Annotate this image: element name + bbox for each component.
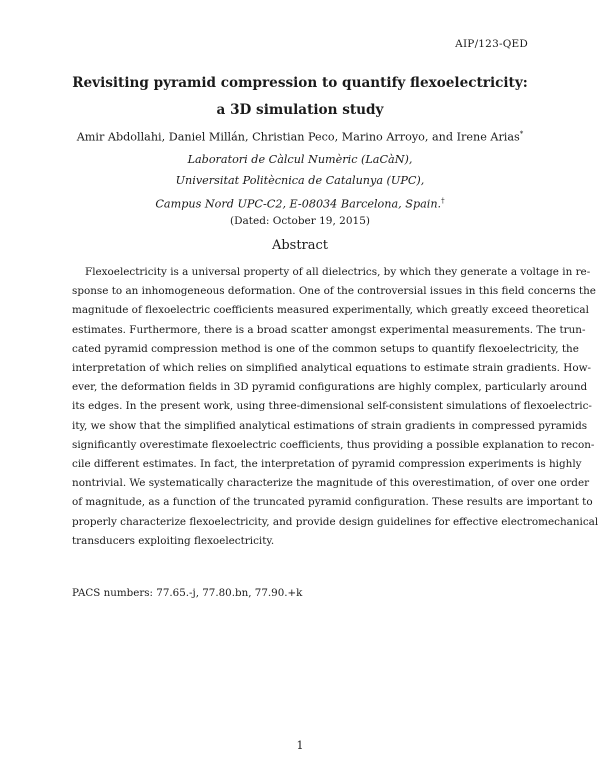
abstract-line: magnitude of flexoelectric coefficients measured experimentally, which greatly exceed theoretical	[72, 304, 589, 317]
affiliation	[60, 150, 540, 215]
affiliation-line-3	[60, 191, 540, 215]
abstract-line: significantly overestimate flexoelectric coefficients, thus providing a possible explanation to recon-	[72, 438, 595, 451]
abstract-line: of magnitude, as a function of the truncated pyramid configuration. These results are important to	[72, 496, 593, 509]
abstract-line: interpretation of which relies on simplified analytical equations to estimate strain gradients. How-	[72, 362, 591, 375]
title-line-1: Revisiting pyramid compression to quantify flexoelectricity:	[72, 75, 528, 91]
author-footnote-mark: *	[519, 130, 524, 138]
page-number: 1	[296, 739, 304, 752]
abstract-heading: Abstract	[271, 238, 329, 253]
abstract-body	[72, 263, 599, 551]
abstract-line: ever, the deformation fields in 3D pyramid configurations are highly complex, particularly around	[72, 381, 588, 394]
abstract-line: its edges. In the present work, using three-dimensional self-consistent simulations of flexoelectric-	[72, 400, 592, 413]
paper-title	[60, 70, 540, 124]
abstract-line: cile different estimates. In fact, the interpretation of pyramid compression experiments is highly	[72, 458, 582, 471]
affiliation-line-3-text: Campus Nord UPC-C2, E-08034 Barcelona, Spain.	[155, 197, 442, 211]
date-line: (Dated: October 19, 2015)	[230, 215, 370, 227]
abstract-line: sponse to an inhomogeneous deformation. One of the controversial issues in this field concerns the	[72, 285, 596, 298]
pacs-numbers: PACS numbers: 77.65.-j, 77.80.bn, 77.90.+k	[72, 587, 303, 599]
abstract-line: nontrivial. We systematically characterize the magnitude of this overestimation, of over one order	[72, 477, 590, 490]
abstract-line: estimates. Furthermore, there is a broad scatter amongst experimental measurements. The trun-	[72, 323, 586, 336]
affiliation-line-1: Laboratori de Càlcul Numèric (LaCàN),	[187, 153, 413, 166]
author-list	[60, 130, 540, 144]
abstract-line: properly characterize flexoelectricity, and provide design guidelines for effective electromechanical	[72, 515, 599, 528]
abstract-line: Flexoelectricity is a universal property of all dielectrics, by which they generate a voltage in re-	[85, 266, 591, 278]
abstract-line: transducers exploiting flexoelectricity.	[72, 534, 275, 547]
abstract-line: cated pyramid compression method is one of the common setups to quantify flexoelectricity, the	[72, 342, 579, 355]
report-id: AIP/123-QED	[455, 38, 528, 50]
abstract-line: ity, we show that the simplified analytical estimations of strain gradients in compressed pyramids	[72, 419, 588, 432]
affiliation-footnote-mark: †	[441, 197, 445, 205]
authors-text: Amir Abdollahi, Daniel Millán, Christian Peco, Marino Arroyo, and Irene Arias	[76, 130, 520, 144]
affiliation-line-2: Universitat Politècnica de Catalunya (UPC),	[175, 173, 425, 187]
title-line-2: a 3D simulation study	[216, 102, 384, 118]
